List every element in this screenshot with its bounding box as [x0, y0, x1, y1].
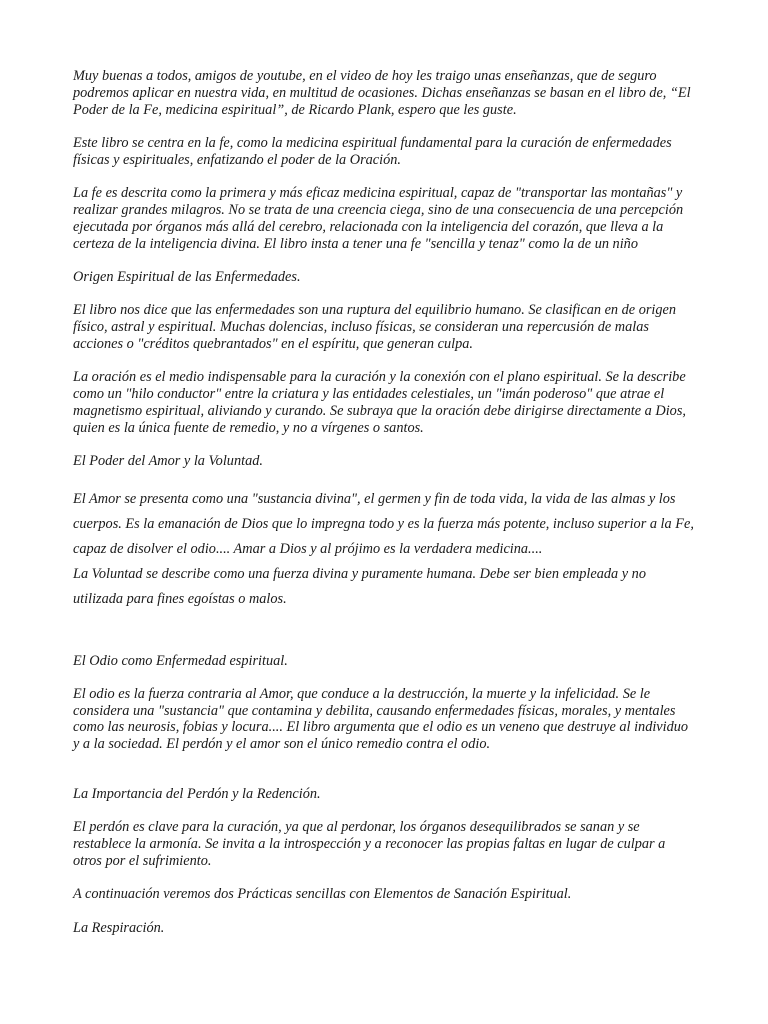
intro-paragraph: Muy buenas a todos, amigos de youtube, en el video de hoy les traigo unas enseñanzas, que de seguro podremos aplicar en nuestra vida, en multitud de ocasiones. Dichas enseñanzas se basan en el libro de, “El Poder de la Fe, medicina espiritual”, de Ricardo Plank, espero que les guste. — [73, 68, 691, 118]
section-heading-origin: Origen Espiritual de las Enfermedades. — [73, 268, 301, 285]
section-heading-forgiveness: La Importancia del Perdón y la Redención. — [73, 786, 321, 803]
diseases-paragraph: El libro nos dice que las enfermedades son una ruptura del equilibrio humano. Se clasifican en de origen físico, astral y espiritual. Muchas dolencias, incluso físicas, se consideran una repercusión de malas acciones o "créditos quebrantados" en el espíritu, que generan culpa. — [73, 302, 677, 352]
will-paragraph: La Voluntad se describe como una fuerza divina y puramente humana. Debe ser bien empleada y no utilizada para fines egoístas o malos. — [73, 565, 646, 607]
section-heading-hate: El Odio como Enfermedad espiritual. — [73, 652, 288, 669]
love-paragraph: El Amor se presenta como una "sustancia divina", el germen y fin de toda vida, la vida de las almas y los cuerpos. Es la emanación de Dios que lo impregna todo y es la fuerza más potente, incluso superior a la Fe, capaz de disolver el odio.... Amar a Dios y al prójimo es la verdadera medicina.... — [73, 490, 694, 557]
forgiveness-paragraph: El perdón es clave para la curación, ya que al perdonar, los órganos desequilibrados se sanan y se restablece la armonía. Se invita a la introspección y a reconocer las propias faltas en lugar de culpar a otros por el sufrimiento. — [73, 819, 666, 870]
document-page — [73, 68, 695, 953]
practices-intro-paragraph: A continuación veremos dos Prácticas sencillas con Elementos de Sanación Espiritual. — [73, 886, 572, 903]
hate-paragraph: El odio es la fuerza contraria al Amor, que conduce a la destrucción, la muerte y la infelicidad. Se le considera una "sustancia" que contamina y debilita, causando enfermedades físicas, morales, y mentales como las neurosis, fobias y locura.... El libro argumenta que el odio es un veneno que destruye al individuo y a la sociedad. El perdón y el amor son el único remedio contra el odio. — [73, 685, 689, 753]
prayer-paragraph: La oración es el medio indispensable para la curación y la conexión con el plano espiritual. Se la describe como un "hilo conductor" entre la criatura y las entidades celestiales, un "imán poderoso" que atrae el magnetismo espiritual, aliviando y curando. Se subraya que la oración debe dirigirse directamente a Dios, quien es la única fuente de remedio, y no a vírgenes o santos. — [73, 369, 686, 436]
section-heading-love: El Poder del Amor y la Voluntad. — [73, 453, 263, 470]
section-heading-breathing: La Respiración. — [73, 919, 165, 936]
book-focus-paragraph: Este libro se centra en la fe, como la medicina espiritual fundamental para la curación de enfermedades físicas y espirituales, enfatizando el poder de la Oración. — [73, 134, 672, 168]
faith-paragraph: La fe es descrita como la primera y más eficaz medicina espiritual, capaz de "transportar las montañas" y realizar grandes milagros. No se trata de una creencia ciega, sino de una consecuencia de una percepción ejecutada por órganos más allá del cerebro, relacionada con la inteligencia del corazón, que lleva a la certeza de la inteligencia divina. El libro insta a tener una fe "sencilla y tenaz" como la de un niño — [73, 185, 684, 252]
